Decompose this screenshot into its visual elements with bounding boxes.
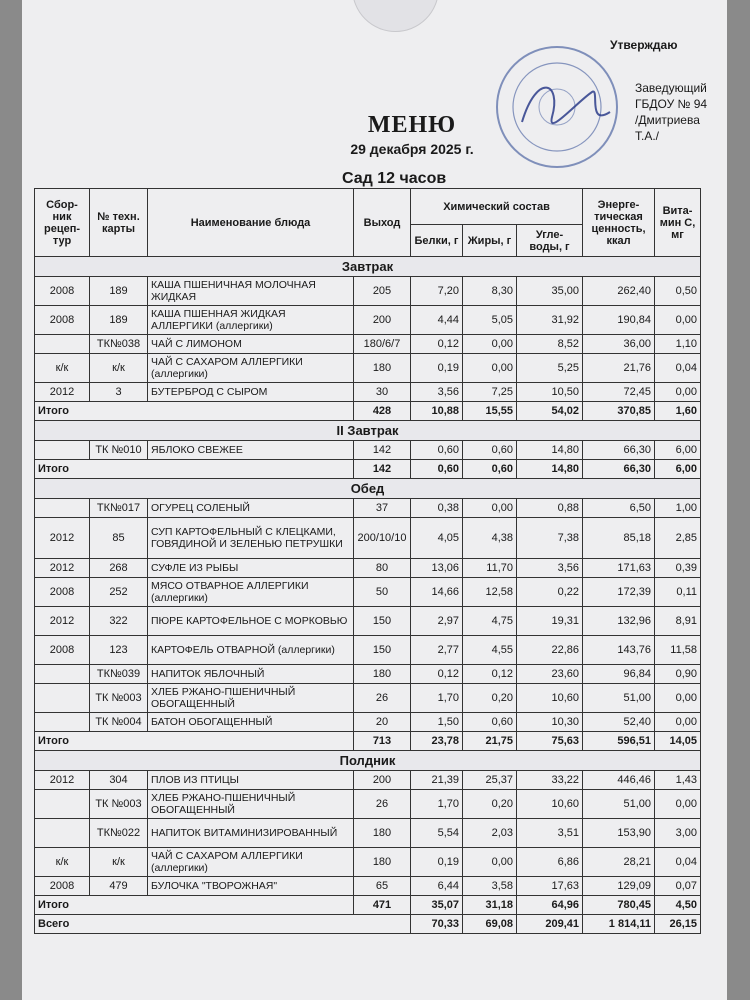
dish-card: 3 (90, 383, 148, 402)
dish-fat: 4,38 (463, 518, 517, 559)
dish-protein: 0,12 (411, 335, 463, 354)
dish-output: 200 (354, 306, 411, 335)
dish-name: МЯСО ОТВАРНОЕ АЛЛЕРГИКИ (аллергики) (148, 578, 354, 607)
dish-vitc: 0,00 (655, 383, 701, 402)
dish-carbs: 19,31 (517, 607, 583, 636)
dish-carbs: 31,92 (517, 306, 583, 335)
col-header-chem: Химический состав (411, 189, 583, 225)
dish-carbs: 0,22 (517, 578, 583, 607)
dish-fat: 11,70 (463, 559, 517, 578)
round-stamp (492, 42, 622, 172)
dish-fat: 0,00 (463, 499, 517, 518)
grand-total-fat: 69,08 (463, 915, 517, 934)
dish-output: 142 (354, 441, 411, 460)
dish-card: к/к (90, 354, 148, 383)
section-title: II Завтрак (35, 421, 701, 441)
dish-carbs: 10,60 (517, 790, 583, 819)
dish-carbs: 0,88 (517, 499, 583, 518)
total-output: 713 (354, 732, 411, 751)
dish-name: НАПИТОК ВИТАМИНИЗИРОВАННЫЙ (148, 819, 354, 848)
dish-carbs: 23,60 (517, 665, 583, 684)
menu-date: 29 декабря 2025 г. (350, 141, 474, 157)
dish-row (35, 665, 701, 684)
dish-collection: 2012 (35, 607, 90, 636)
page-subtitle: Сад 12 часов (342, 170, 447, 187)
dish-energy: 36,00 (583, 335, 655, 354)
total-output: 428 (354, 402, 411, 421)
dish-protein: 21,39 (411, 771, 463, 790)
menu-body (35, 257, 701, 934)
section-header-row (35, 751, 701, 771)
dish-energy: 66,30 (583, 441, 655, 460)
total-energy: 780,45 (583, 896, 655, 915)
dish-carbs: 3,51 (517, 819, 583, 848)
dish-output: 180 (354, 848, 411, 877)
total-label: Итого (35, 896, 354, 915)
dish-name: ЧАЙ С САХАРОМ АЛЛЕРГИКИ (аллергики) (148, 848, 354, 877)
dish-fat: 2,03 (463, 819, 517, 848)
dish-energy: 446,46 (583, 771, 655, 790)
dish-fat: 0,00 (463, 354, 517, 383)
dish-card: ТК №003 (90, 790, 148, 819)
dish-energy: 85,18 (583, 518, 655, 559)
page-title: МЕНЮ (367, 112, 457, 138)
dish-carbs: 10,50 (517, 383, 583, 402)
dish-carbs: 8,52 (517, 335, 583, 354)
section-header-row (35, 257, 701, 277)
dish-card: 268 (90, 559, 148, 578)
dish-output: 50 (354, 578, 411, 607)
dish-name: НАПИТОК ЯБЛОЧНЫЙ (148, 665, 354, 684)
dish-collection (35, 819, 90, 848)
col-header-fat: Жиры, г (463, 225, 517, 257)
dish-row (35, 277, 701, 306)
dish-carbs: 14,80 (517, 441, 583, 460)
dish-vitc: 3,00 (655, 819, 701, 848)
dish-fat: 12,58 (463, 578, 517, 607)
dish-output: 180 (354, 665, 411, 684)
dish-carbs: 10,60 (517, 684, 583, 713)
total-label: Итого (35, 402, 354, 421)
dish-carbs: 33,22 (517, 771, 583, 790)
dish-energy: 129,09 (583, 877, 655, 896)
dish-fat: 0,60 (463, 441, 517, 460)
dish-protein: 1,70 (411, 684, 463, 713)
total-fat: 0,60 (463, 460, 517, 479)
dish-protein: 1,50 (411, 713, 463, 732)
dish-vitc: 0,00 (655, 684, 701, 713)
dish-collection: к/к (35, 354, 90, 383)
dish-vitc: 0,07 (655, 877, 701, 896)
dish-carbs: 5,25 (517, 354, 583, 383)
dish-name: БУЛОЧКА "ТВОРОЖНАЯ" (148, 877, 354, 896)
total-fat: 21,75 (463, 732, 517, 751)
dish-fat: 25,37 (463, 771, 517, 790)
paper-holder-tab (352, 0, 439, 32)
dish-card: ТК№017 (90, 499, 148, 518)
dish-card: 322 (90, 607, 148, 636)
head-line-org: ГБДОУ № 94 (635, 97, 708, 111)
dish-energy: 51,00 (583, 684, 655, 713)
dish-card: 189 (90, 306, 148, 335)
section-total-row (35, 402, 701, 421)
dish-row (35, 354, 701, 383)
dish-card: 252 (90, 578, 148, 607)
dish-protein: 3,56 (411, 383, 463, 402)
dish-fat: 0,12 (463, 665, 517, 684)
total-protein: 23,78 (411, 732, 463, 751)
dish-name: КАША ПШЕНИЧНАЯ МОЛОЧНАЯ ЖИДКАЯ (148, 277, 354, 306)
grand-total-label: Всего (35, 915, 411, 934)
total-protein: 10,88 (411, 402, 463, 421)
dish-name: ХЛЕБ РЖАНО-ПШЕНИЧНЫЙ ОБОГАЩЕННЫЙ (148, 790, 354, 819)
dish-row (35, 441, 701, 460)
dish-card: ТК №004 (90, 713, 148, 732)
dish-name: ЧАЙ С САХАРОМ АЛЛЕРГИКИ (аллергики) (148, 354, 354, 383)
dish-row (35, 335, 701, 354)
dish-vitc: 0,50 (655, 277, 701, 306)
dish-vitc: 0,04 (655, 354, 701, 383)
col-header-card: № техн. карты (90, 189, 148, 257)
col-header-energy: Энерге-тическая ценность, ккал (583, 189, 655, 257)
dish-fat: 0,20 (463, 790, 517, 819)
dish-protein: 1,70 (411, 790, 463, 819)
dish-fat: 0,20 (463, 684, 517, 713)
total-protein: 35,07 (411, 896, 463, 915)
section-total-row (35, 732, 701, 751)
dish-collection (35, 499, 90, 518)
dish-output: 205 (354, 277, 411, 306)
grand-total-carbs: 209,41 (517, 915, 583, 934)
grand-total-row (35, 915, 701, 934)
dish-name: ОГУРЕЦ СОЛЕНЫЙ (148, 499, 354, 518)
dish-output: 26 (354, 684, 411, 713)
dish-energy: 132,96 (583, 607, 655, 636)
dish-output: 200/10/10 (354, 518, 411, 559)
dish-output: 37 (354, 499, 411, 518)
dish-output: 200 (354, 771, 411, 790)
dish-name: СУФЛЕ ИЗ РЫБЫ (148, 559, 354, 578)
head-line-name: /Дмитриева Т.А./ (635, 113, 700, 143)
dish-protein: 6,44 (411, 877, 463, 896)
dish-output: 150 (354, 607, 411, 636)
dish-vitc: 0,11 (655, 578, 701, 607)
dish-collection: к/к (35, 848, 90, 877)
dish-row (35, 819, 701, 848)
total-output: 142 (354, 460, 411, 479)
dish-name: ЯБЛОКО СВЕЖЕЕ (148, 441, 354, 460)
dish-collection (35, 684, 90, 713)
dish-output: 26 (354, 790, 411, 819)
dish-name: КАРТОФЕЛЬ ОТВАРНОЙ (аллергики) (148, 636, 354, 665)
total-energy: 66,30 (583, 460, 655, 479)
total-carbs: 64,96 (517, 896, 583, 915)
dish-vitc: 1,00 (655, 499, 701, 518)
col-header-collection: Сбор-ник рецеп-тур (35, 189, 90, 257)
dish-fat: 0,00 (463, 335, 517, 354)
dish-energy: 190,84 (583, 306, 655, 335)
dish-output: 20 (354, 713, 411, 732)
total-energy: 370,85 (583, 402, 655, 421)
dish-carbs: 7,38 (517, 518, 583, 559)
dish-vitc: 11,58 (655, 636, 701, 665)
dish-carbs: 35,00 (517, 277, 583, 306)
dish-card: 123 (90, 636, 148, 665)
dish-energy: 21,76 (583, 354, 655, 383)
dish-row (35, 518, 701, 559)
dish-card: ТК№038 (90, 335, 148, 354)
dish-collection: 2008 (35, 877, 90, 896)
dish-name: ХЛЕБ РЖАНО-ПШЕНИЧНЫЙ ОБОГАЩЕННЫЙ (148, 684, 354, 713)
section-total-row (35, 460, 701, 479)
dish-fat: 0,00 (463, 848, 517, 877)
dish-fat: 7,25 (463, 383, 517, 402)
title-block (322, 112, 502, 157)
dish-energy: 143,76 (583, 636, 655, 665)
dish-row (35, 790, 701, 819)
dish-protein: 13,06 (411, 559, 463, 578)
dish-protein: 0,38 (411, 499, 463, 518)
dish-fat: 0,60 (463, 713, 517, 732)
dish-vitc: 6,00 (655, 441, 701, 460)
total-output: 471 (354, 896, 411, 915)
section-title: Завтрак (35, 257, 701, 277)
dish-output: 80 (354, 559, 411, 578)
dish-vitc: 0,04 (655, 848, 701, 877)
head-line-position: Заведующий (635, 81, 707, 95)
col-header-carbs: Угле-воды, г (517, 225, 583, 257)
dish-collection (35, 790, 90, 819)
dish-energy: 96,84 (583, 665, 655, 684)
dish-energy: 153,90 (583, 819, 655, 848)
dish-energy: 6,50 (583, 499, 655, 518)
dish-protein: 14,66 (411, 578, 463, 607)
dish-vitc: 2,85 (655, 518, 701, 559)
head-signature-block (635, 80, 727, 144)
dish-protein: 0,19 (411, 848, 463, 877)
dish-vitc: 0,00 (655, 713, 701, 732)
section-title: Полдник (35, 751, 701, 771)
dish-protein: 0,12 (411, 665, 463, 684)
dish-protein: 0,19 (411, 354, 463, 383)
col-header-name: Наименование блюда (148, 189, 354, 257)
col-header-vitc: Вита-мин С, мг (655, 189, 701, 257)
dish-row (35, 559, 701, 578)
dish-name: БАТОН ОБОГАЩЕННЫЙ (148, 713, 354, 732)
dish-name: ПЛОВ ИЗ ПТИЦЫ (148, 771, 354, 790)
dish-collection: 2008 (35, 636, 90, 665)
dish-row (35, 306, 701, 335)
total-vitc: 14,05 (655, 732, 701, 751)
dish-vitc: 0,39 (655, 559, 701, 578)
dish-vitc: 1,43 (655, 771, 701, 790)
dish-row (35, 848, 701, 877)
dish-carbs: 10,30 (517, 713, 583, 732)
grand-total-protein: 70,33 (411, 915, 463, 934)
dish-vitc: 0,90 (655, 665, 701, 684)
dish-energy: 171,63 (583, 559, 655, 578)
total-carbs: 54,02 (517, 402, 583, 421)
dish-name: БУТЕРБРОД С СЫРОМ (148, 383, 354, 402)
dish-fat: 8,30 (463, 277, 517, 306)
dish-card: ТК №003 (90, 684, 148, 713)
dish-collection: 2012 (35, 518, 90, 559)
dish-protein: 7,20 (411, 277, 463, 306)
approve-label: Утверждаю (610, 38, 678, 52)
dish-output: 30 (354, 383, 411, 402)
col-header-protein: Белки, г (411, 225, 463, 257)
dish-vitc: 1,10 (655, 335, 701, 354)
dish-name: КАША ПШЕННАЯ ЖИДКАЯ АЛЛЕРГИКИ (аллергики) (148, 306, 354, 335)
menu-table (34, 188, 701, 934)
dish-collection (35, 335, 90, 354)
dish-energy: 172,39 (583, 578, 655, 607)
total-vitc: 4,50 (655, 896, 701, 915)
dish-collection: 2012 (35, 383, 90, 402)
total-vitc: 1,60 (655, 402, 701, 421)
dish-fat: 5,05 (463, 306, 517, 335)
dish-vitc: 0,00 (655, 306, 701, 335)
section-header-row (35, 421, 701, 441)
dish-collection (35, 441, 90, 460)
dish-protein: 4,44 (411, 306, 463, 335)
dish-row (35, 578, 701, 607)
dish-card: 85 (90, 518, 148, 559)
dish-output: 150 (354, 636, 411, 665)
total-energy: 596,51 (583, 732, 655, 751)
dish-row (35, 499, 701, 518)
dish-card: 189 (90, 277, 148, 306)
dish-protein: 0,60 (411, 441, 463, 460)
dish-fat: 4,75 (463, 607, 517, 636)
dish-collection: 2012 (35, 771, 90, 790)
total-vitc: 6,00 (655, 460, 701, 479)
dish-carbs: 17,63 (517, 877, 583, 896)
dish-vitc: 0,00 (655, 790, 701, 819)
dish-row (35, 607, 701, 636)
dish-name: СУП КАРТОФЕЛЬНЫЙ С КЛЕЦКАМИ, ГОВЯДИНОЙ И ЗЕЛЕНЬЮ ПЕТРУШКИ (148, 518, 354, 559)
dish-row (35, 684, 701, 713)
dish-name: ПЮРЕ КАРТОФЕЛЬНОЕ С МОРКОВЬЮ (148, 607, 354, 636)
dish-collection (35, 713, 90, 732)
total-fat: 31,18 (463, 896, 517, 915)
dish-collection: 2008 (35, 578, 90, 607)
dish-output: 180/6/7 (354, 335, 411, 354)
dish-protein: 4,05 (411, 518, 463, 559)
dish-vitc: 8,91 (655, 607, 701, 636)
total-label: Итого (35, 460, 354, 479)
dish-row (35, 713, 701, 732)
section-total-row (35, 896, 701, 915)
dish-protein: 5,54 (411, 819, 463, 848)
grand-total-vitc: 26,15 (655, 915, 701, 934)
total-carbs: 75,63 (517, 732, 583, 751)
dish-protein: 2,97 (411, 607, 463, 636)
dish-row (35, 383, 701, 402)
dish-collection: 2012 (35, 559, 90, 578)
dish-energy: 28,21 (583, 848, 655, 877)
dish-card: ТК№039 (90, 665, 148, 684)
dish-carbs: 6,86 (517, 848, 583, 877)
dish-card: 304 (90, 771, 148, 790)
section-header-row (35, 479, 701, 499)
dish-collection (35, 665, 90, 684)
section-title: Обед (35, 479, 701, 499)
dish-energy: 51,00 (583, 790, 655, 819)
dish-fat: 4,55 (463, 636, 517, 665)
grand-total-energy: 1 814,11 (583, 915, 655, 934)
dish-name: ЧАЙ С ЛИМОНОМ (148, 335, 354, 354)
dish-collection: 2008 (35, 277, 90, 306)
dish-output: 65 (354, 877, 411, 896)
dish-output: 180 (354, 819, 411, 848)
dish-energy: 72,45 (583, 383, 655, 402)
dish-row (35, 636, 701, 665)
dish-protein: 2,77 (411, 636, 463, 665)
total-label: Итого (35, 732, 354, 751)
total-protein: 0,60 (411, 460, 463, 479)
dish-card: к/к (90, 848, 148, 877)
col-header-output: Выход (354, 189, 411, 257)
dish-output: 180 (354, 354, 411, 383)
total-carbs: 14,80 (517, 460, 583, 479)
dish-card: ТК №010 (90, 441, 148, 460)
dish-collection: 2008 (35, 306, 90, 335)
dish-card: ТК№022 (90, 819, 148, 848)
dish-carbs: 3,56 (517, 559, 583, 578)
total-fat: 15,55 (463, 402, 517, 421)
dish-energy: 52,40 (583, 713, 655, 732)
dish-row (35, 771, 701, 790)
dish-carbs: 22,86 (517, 636, 583, 665)
dish-fat: 3,58 (463, 877, 517, 896)
dish-card: 479 (90, 877, 148, 896)
dish-energy: 262,40 (583, 277, 655, 306)
dish-row (35, 877, 701, 896)
